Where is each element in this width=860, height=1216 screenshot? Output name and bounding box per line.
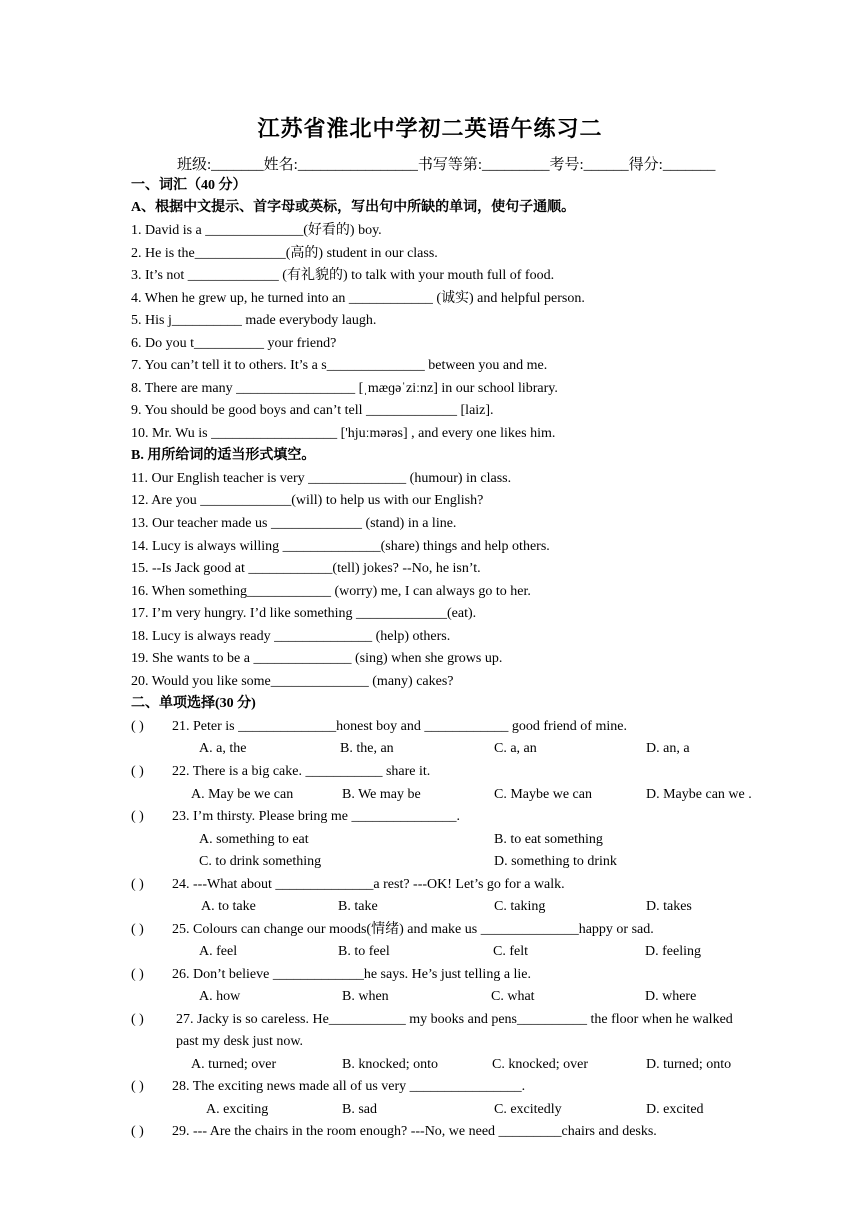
student-info-line: 班级:_______姓名:________________书写等第:_________考号:______得分:_______: [177, 157, 716, 173]
answer-blank: ( ): [131, 967, 144, 982]
answer-blank: ( ): [131, 764, 144, 779]
option-a: A. something to eat: [199, 832, 309, 847]
question-18: 18. Lucy is always ready ______________ (help) others.: [131, 629, 451, 644]
question-6: 6. Do you t__________ your friend?: [131, 336, 337, 351]
question-4: 4. When he grew up, he turned into an ____________ (诚实) and helpful person.: [131, 291, 585, 306]
option-b: B. take: [338, 899, 378, 914]
option-a: A. May be we can: [191, 787, 294, 802]
option-b: B. knocked; onto: [342, 1057, 439, 1072]
question-16: 16. When something____________ (worry) me, I can always go to her.: [131, 584, 531, 599]
option-a: A. feel: [199, 944, 238, 959]
option-a: A. exciting: [206, 1102, 269, 1117]
answer-blank: ( ): [131, 1012, 144, 1027]
option-b: B. to eat something: [494, 832, 603, 847]
option-d: D. excited: [646, 1102, 704, 1117]
question-22: 22. There is a big cake. ___________ share it.: [172, 764, 431, 779]
question-5: 5. His j__________ made everybody laugh.: [131, 313, 377, 328]
question-26: 26. Don’t believe _____________he says. He’s just telling a lie.: [172, 967, 532, 982]
option-c: C. what: [491, 989, 535, 1004]
question-1: 1. David is a ______________(好看的) boy.: [131, 223, 382, 238]
question-10: 10. Mr. Wu is __________________ ['hjuːmərəs] , and every one likes him.: [131, 426, 556, 441]
answer-blank: ( ): [131, 1079, 144, 1094]
option-c: C. Maybe we can: [494, 787, 592, 802]
page-title: 江苏省淮北中学初二英语午练习二: [257, 116, 603, 141]
option-c: C. taking: [494, 899, 546, 914]
question-17: 17. I’m very hungry. I’d like something _____________(eat).: [131, 606, 477, 621]
option-b: B. sad: [342, 1102, 377, 1117]
question-29: 29. --- Are the chairs in the room enough? ---No, we need _________chairs and desks.: [172, 1124, 657, 1139]
option-d: D. where: [645, 989, 697, 1004]
option-d: D. turned; onto: [646, 1057, 732, 1072]
question-7: 7. You can’t tell it to others. It’s a s______________ between you and me.: [131, 358, 548, 373]
option-b: B. the, an: [340, 741, 394, 756]
section2-heading: 二、单项选择(30 分): [131, 696, 256, 711]
question-8: 8. There are many _________________ [ˌmæɡəˈziːnz] in our school library.: [131, 381, 558, 396]
question-12: 12. Are you _____________(will) to help us with our English?: [131, 493, 484, 508]
question-3: 3. It’s not _____________ (有礼貌的) to talk with your mouth full of food.: [131, 268, 555, 283]
question-25: 25. Colours can change our moods(情绪) and make us ______________happy or sad.: [172, 922, 654, 937]
question-19: 19. She wants to be a ______________ (sing) when she grows up.: [131, 651, 503, 666]
option-a: A. a, the: [199, 741, 247, 756]
option-c: C. felt: [493, 944, 528, 959]
option-a: A. how: [199, 989, 241, 1004]
option-a: A. turned; over: [191, 1057, 277, 1072]
question-9: 9. You should be good boys and can’t tell _____________ [laiz].: [131, 403, 494, 418]
question-23: 23. I’m thirsty. Please bring me _______________.: [172, 809, 461, 824]
answer-blank: ( ): [131, 1124, 144, 1139]
option-c: C. knocked; over: [492, 1057, 589, 1072]
option-d: D. something to drink: [494, 854, 617, 869]
answer-blank: ( ): [131, 922, 144, 937]
question-24: 24. ---What about ______________a rest? ---OK! Let’s go for a walk.: [172, 877, 565, 892]
option-b: B. We may be: [342, 787, 421, 802]
question-20: 20. Would you like some______________ (many) cakes?: [131, 674, 454, 689]
option-d: D. Maybe can we .: [646, 787, 752, 802]
question-11: 11. Our English teacher is very ______________ (humour) in class.: [131, 471, 512, 486]
section1-heading: 一、词汇（40 分）: [131, 178, 247, 193]
question-27: 27. Jacky is so careless. He___________ my books and pens__________ the floor when he walked: [176, 1012, 733, 1027]
option-b: B. to feel: [338, 944, 390, 959]
question-14: 14. Lucy is always willing ______________(share) things and help others.: [131, 539, 550, 554]
partA-heading: A、根据中文提示、首字母或英标，写出句中所缺的单词，使句子通顺。: [131, 200, 576, 215]
option-d: D. takes: [646, 899, 692, 914]
answer-blank: ( ): [131, 719, 144, 734]
question-2: 2. He is the_____________(高的) student in our class.: [131, 246, 438, 261]
option-a: A. to take: [201, 899, 256, 914]
question-15: 15. --Is Jack good at ____________(tell) jokes? --No, he isn’t.: [131, 561, 481, 576]
option-c: C. excitedly: [494, 1102, 562, 1117]
question-21: 21. Peter is ______________honest boy and ____________ good friend of mine.: [172, 719, 627, 734]
answer-blank: ( ): [131, 809, 144, 824]
question-13: 13. Our teacher made us _____________ (stand) in a line.: [131, 516, 457, 531]
question-28: 28. The exciting news made all of us very ________________.: [172, 1079, 526, 1094]
partB-heading: B. 用所给词的适当形式填空。: [131, 448, 316, 463]
option-d: D. feeling: [645, 944, 701, 959]
option-c: C. to drink something: [199, 854, 322, 869]
option-c: C. a, an: [494, 741, 537, 756]
option-d: D. an, a: [646, 741, 690, 756]
answer-blank: ( ): [131, 877, 144, 892]
question-27-continued: past my desk just now.: [176, 1034, 304, 1049]
option-b: B. when: [342, 989, 389, 1004]
